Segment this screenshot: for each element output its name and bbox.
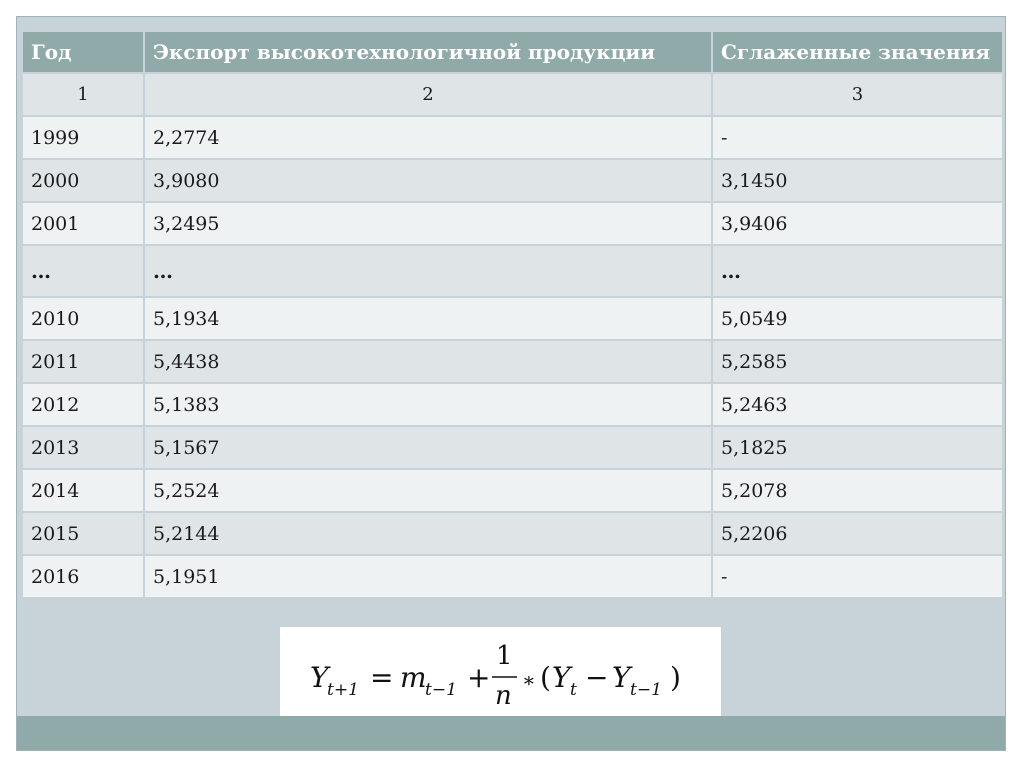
formula-y2-subscript: t−1: [630, 680, 662, 700]
formula-m-symbol: m: [400, 661, 427, 694]
slide: [16, 16, 1006, 751]
smoothed-cell: 5,2463: [713, 384, 1002, 425]
export-cell: 3,2495: [145, 203, 711, 244]
year-cell: 2001: [23, 203, 143, 244]
table-row: [23, 298, 1002, 339]
export-cell: 5,1934: [145, 298, 711, 339]
formula-close-paren: ): [670, 661, 681, 694]
smoothed-cell: 3,9406: [713, 203, 1002, 244]
year-cell: …: [23, 246, 143, 296]
smoothed-cell: 5,2078: [713, 470, 1002, 511]
table-row: [23, 341, 1002, 382]
year-cell: 2011: [23, 341, 143, 382]
header-smoothed: Сглаженные значения: [713, 32, 1002, 72]
year-cell: 2012: [23, 384, 143, 425]
export-cell: 5,2524: [145, 470, 711, 511]
table-row: [23, 384, 1002, 425]
export-cell: 5,2144: [145, 513, 711, 554]
smoothed-cell: 5,0549: [713, 298, 1002, 339]
table-row-ellipsis: [23, 246, 1002, 296]
smoothed-cell: -: [713, 556, 1002, 597]
smoothed-cell: -: [713, 117, 1002, 158]
column-number-row: [23, 74, 1002, 115]
year-cell: 2015: [23, 513, 143, 554]
formula-m-subscript: t−1: [425, 680, 457, 700]
table-row: [23, 513, 1002, 554]
formula-y1-symbol: Y: [552, 661, 571, 694]
year-cell: 2016: [23, 556, 143, 597]
table-row: [23, 117, 1002, 158]
formula-box: [280, 627, 721, 730]
year-cell: 1999: [23, 117, 143, 158]
year-cell: 2000: [23, 160, 143, 201]
table-row: [23, 556, 1002, 597]
table-row: [23, 470, 1002, 511]
formula-lhs-symbol: Y: [310, 661, 329, 694]
smoothed-cell: 3,1450: [713, 160, 1002, 201]
table-row: [23, 160, 1002, 201]
export-cell: …: [145, 246, 711, 296]
column-number: 2: [145, 74, 711, 115]
export-cell: 5,1951: [145, 556, 711, 597]
formula-equals: =: [370, 661, 394, 694]
table-row: [23, 203, 1002, 244]
year-cell: 2010: [23, 298, 143, 339]
header-row: [23, 32, 1002, 72]
year-cell: 2013: [23, 427, 143, 468]
formula-y1-subscript: t: [570, 680, 577, 700]
header-year: Год: [23, 32, 143, 72]
header-export: Экспорт высокотехнологичной продукции: [145, 32, 711, 72]
bottom-bar: [17, 716, 1005, 750]
formula-y2-symbol: Y: [612, 661, 631, 694]
smoothed-cell: 5,1825: [713, 427, 1002, 468]
export-cell: 3,9080: [145, 160, 711, 201]
table-row: [23, 427, 1002, 468]
export-cell: 5,1567: [145, 427, 711, 468]
column-number: 3: [713, 74, 1002, 115]
smoothed-cell: 5,2206: [713, 513, 1002, 554]
formula-numerator: 1: [496, 641, 513, 671]
formula-times: ∗: [522, 668, 536, 692]
formula-open-paren: (: [540, 661, 551, 694]
smoothed-cell: …: [713, 246, 1002, 296]
formula-plus: +: [467, 661, 491, 694]
export-cell: 5,4438: [145, 341, 711, 382]
export-cell: 5,1383: [145, 384, 711, 425]
formula-denominator: n: [495, 681, 512, 711]
smoothing-formula: [280, 627, 721, 730]
formula-minus: −: [585, 661, 609, 694]
column-number: 1: [23, 74, 143, 115]
formula-lhs-subscript: t+1: [327, 680, 359, 700]
export-cell: 2,2774: [145, 117, 711, 158]
smoothed-cell: 5,2585: [713, 341, 1002, 382]
data-table: [21, 30, 1004, 599]
year-cell: 2014: [23, 470, 143, 511]
